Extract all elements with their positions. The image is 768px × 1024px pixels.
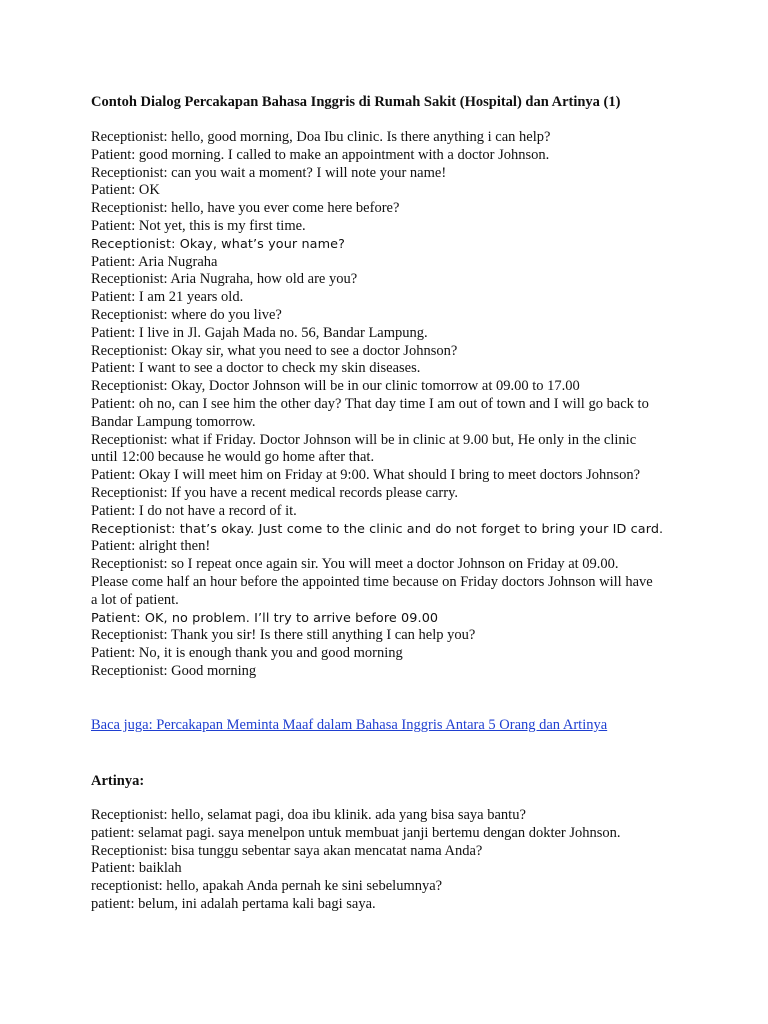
dialog-line: Please come half an hour before the appointed time because on Friday doctors Johnson will have xyxy=(91,573,653,590)
dialog-line: Receptionist: Thank you sir! Is there still anything I can help you? xyxy=(91,627,476,644)
dialog-block xyxy=(91,129,663,681)
dialog-line: Patient: good morning. I called to make an appointment with a doctor Johnson. xyxy=(91,146,550,163)
dialog-line: Patient: No, it is enough thank you and good morning xyxy=(91,645,403,662)
dialog-line: Receptionist: If you have a recent medical records please carry. xyxy=(91,484,459,501)
dialog-line: Receptionist: hello, have you ever come here before? xyxy=(91,200,400,217)
dialog-line: Patient: I live in Jl. Gajah Mada no. 56, Bandar Lampung. xyxy=(91,324,428,341)
translation-line: patient: belum, ini adalah pertama kali bagi saya. xyxy=(91,895,376,912)
artinya-heading: Artinya: xyxy=(91,773,145,789)
dialog-line: Receptionist: Okay, what’s your name? xyxy=(91,236,346,252)
dialog-line: Receptionist: Aria Nugraha, how old are you? xyxy=(91,271,358,288)
document-title: Contoh Dialog Percakapan Bahasa Inggris di Rumah Sakit (Hospital) dan Artinya (1) xyxy=(91,94,621,110)
dialog-line: Patient: I want to see a doctor to check my skin diseases. xyxy=(91,360,421,377)
dialog-line: Receptionist: where do you live? xyxy=(91,306,282,323)
dialog-line: Patient: OK xyxy=(91,182,160,199)
dialog-line: Receptionist: can you wait a moment? I will note your name! xyxy=(91,164,447,181)
related-article-link[interactable]: Baca juga: Percakapan Meminta Maaf dalam Bahasa Inggris Antara 5 Orang dan Artinya xyxy=(91,717,608,733)
dialog-line: Receptionist: what if Friday. Doctor Johnson will be in clinic at 9.00 but, He only in the clinic xyxy=(91,431,637,448)
dialog-line: Patient: Aria Nugraha xyxy=(91,253,218,270)
dialog-line: Patient: Not yet, this is my first time. xyxy=(91,217,306,234)
translation-block xyxy=(91,807,621,914)
translation-line: patient: selamat pagi. saya menelpon untuk membuat janji bertemu dengan dokter Johnson. xyxy=(91,824,621,841)
dialog-line: Receptionist: Okay, Doctor Johnson will be in our clinic tomorrow at 09.00 to 17.00 xyxy=(91,378,580,395)
dialog-line: Patient: alright then! xyxy=(91,538,211,555)
dialog-line: Receptionist: that’s okay. Just come to the clinic and do not forget to bring your ID card. xyxy=(91,521,664,537)
translation-line: Receptionist: bisa tunggu sebentar saya akan mencatat nama Anda? xyxy=(91,842,483,859)
dialog-line: a lot of patient. xyxy=(91,591,179,608)
dialog-line: Receptionist: so I repeat once again sir. You will meet a doctor Johnson on Friday at 09.00. xyxy=(91,556,619,573)
dialog-line: Patient: Okay I will meet him on Friday at 9:00. What should I bring to meet doctors Johnson? xyxy=(91,467,641,484)
dialog-line: Receptionist: hello, good morning, Doa Ibu clinic. Is there anything i can help? xyxy=(91,129,551,145)
dialog-line: Patient: oh no, can I see him the other day? That day time I am out of town and I will go back to xyxy=(91,395,649,412)
translation-line: Patient: baiklah xyxy=(91,860,182,877)
dialog-line: Receptionist: Good morning xyxy=(91,662,257,679)
translation-line: Receptionist: hello, selamat pagi, doa ibu klinik. ada yang bisa saya bantu? xyxy=(91,807,526,823)
dialog-line: Patient: I do not have a record of it. xyxy=(91,502,297,519)
dialog-line: Bandar Lampung tomorrow. xyxy=(91,413,256,430)
dialog-line: Receptionist: Okay sir, what you need to see a doctor Johnson? xyxy=(91,342,458,359)
dialog-line: Patient: I am 21 years old. xyxy=(91,289,244,306)
dialog-line: until 12:00 because he would go home after that. xyxy=(91,449,375,466)
translation-line: receptionist: hello, apakah Anda pernah ke sini sebelumnya? xyxy=(91,878,443,895)
dialog-line: Patient: OK, no problem. I’ll try to arrive before 09.00 xyxy=(91,610,439,626)
